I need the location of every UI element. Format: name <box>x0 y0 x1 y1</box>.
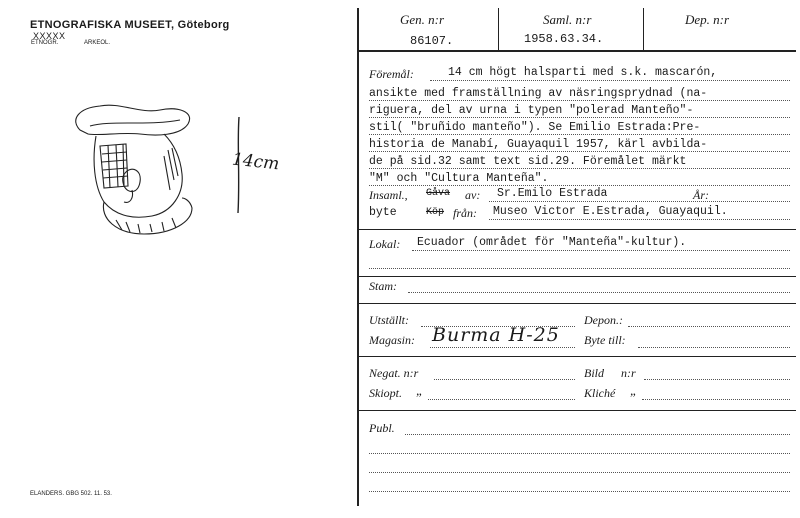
foremal-line-4: stil( "bruñido manteño"). Se Emilio Estrada:Pre- <box>369 121 701 134</box>
foremal-dots-4 <box>369 134 790 135</box>
byte-till-label: Byte till: <box>584 333 626 347</box>
rule-publ <box>358 410 796 411</box>
printer-imprint: ELANDERS. GBG 502. 11. 53. <box>30 491 112 497</box>
insaml-dots-2 <box>489 219 790 220</box>
bild-dots <box>644 379 790 380</box>
stam-label: Stam: <box>369 279 397 293</box>
kliche-dots <box>642 399 790 400</box>
foremal-line-7: "M" och "Cultura Manteña". <box>369 172 549 185</box>
foremal-line-5: historia de Manabí, Guayaquil 1957, kärl avbilda- <box>369 138 708 151</box>
measure-label: 14cm <box>231 149 281 175</box>
kliche-ditto: „ <box>630 383 638 398</box>
foremal-dots-5 <box>369 151 790 152</box>
byte-prefix: byte <box>369 206 397 219</box>
insaml-giver: Sr.Emilo Estrada <box>497 187 608 200</box>
header-sep-2 <box>643 8 644 50</box>
museum-sub-left: ETNOGR. <box>31 40 59 46</box>
magasin-value: Burma H-25 <box>432 324 560 346</box>
museum-sub-right: ARKEOL. <box>84 40 111 46</box>
foremal-dots-6 <box>369 168 790 169</box>
dep-nr-label: Dep. n:r <box>685 12 730 27</box>
header-rule <box>358 50 796 52</box>
publ-label: Publ. <box>369 421 395 435</box>
kop-struck: Köp <box>426 207 445 218</box>
bild-nr-label: n:r <box>621 366 636 380</box>
lokal-value: Ecuador (området för "Manteña"-kultur). <box>417 236 687 249</box>
rule-stam <box>358 276 796 277</box>
foremal-line-3: riguera, del av urna i typen "polerad Manteño"- <box>369 104 694 117</box>
insaml-label: Insaml., <box>369 188 408 202</box>
negat-label: Negat. n:r <box>369 366 419 380</box>
skiopt-label: Skiopt. <box>369 386 402 400</box>
foremal-line-6: de på sid.32 samt text sid.29. Föremålet märkt <box>369 155 687 168</box>
foremal-label: Föremål: <box>369 67 414 81</box>
skiopt-dots <box>428 399 575 400</box>
foremal-dots-3 <box>369 117 790 118</box>
foremal-line-2: ansikte med framställning av näsringsprydnad (na- <box>369 87 708 100</box>
magasin-label: Magasin: <box>369 333 415 347</box>
gen-nr-label: Gen. n:r <box>400 12 445 27</box>
saml-nr-label: Saml. n:r <box>543 12 592 27</box>
foremal-line-1: 14 cm högt halsparti med s.k. mascarón, <box>448 66 718 79</box>
source-value: Museo Victor E.Estrada, Guayaquil. <box>493 205 728 218</box>
publ-dots-4 <box>369 491 790 492</box>
museum-struck-mark: XXXXX <box>33 31 66 41</box>
insaml-av-label: av: <box>465 188 481 202</box>
vessel-sketch <box>60 90 230 240</box>
magasin-dots <box>430 347 575 348</box>
lokal-label: Lokal: <box>369 237 401 251</box>
insaml-dots-1 <box>489 201 790 202</box>
gen-nr-value: 86107. <box>410 34 454 48</box>
publ-dots-3 <box>369 472 790 473</box>
utstallt-label: Utställt: <box>369 313 410 327</box>
insaml-gava-struck: Gåva <box>426 188 451 199</box>
foremal-dots-2 <box>369 100 790 101</box>
fran-label: från: <box>453 206 477 220</box>
negat-dots <box>434 379 575 380</box>
saml-nr-value: 1958.63.34. <box>524 32 604 46</box>
lokal-dots-2 <box>369 268 790 269</box>
foremal-dots-7 <box>369 185 790 186</box>
bild-label: Bild <box>584 366 604 380</box>
header-sep-1 <box>498 8 499 50</box>
byte-till-dots <box>638 347 790 348</box>
rule-utstallt <box>358 303 796 304</box>
skiopt-ditto: „ <box>416 383 424 398</box>
depon-label: Depon.: <box>584 313 623 327</box>
rule-negat <box>358 356 796 357</box>
publ-dots-2 <box>369 453 790 454</box>
kliche-label: Kliché <box>584 386 616 400</box>
rule-lokal <box>358 229 796 230</box>
foremal-dots-1 <box>430 80 790 81</box>
lokal-dots-1 <box>412 250 790 251</box>
depon-dots <box>628 326 790 327</box>
stam-dots <box>408 292 790 293</box>
publ-dots-1 <box>405 434 790 435</box>
card-divider <box>357 8 359 506</box>
ar-label: År: <box>693 188 709 202</box>
museum-title: ETNOGRAFISKA MUSEET, Göteborg <box>30 19 230 31</box>
